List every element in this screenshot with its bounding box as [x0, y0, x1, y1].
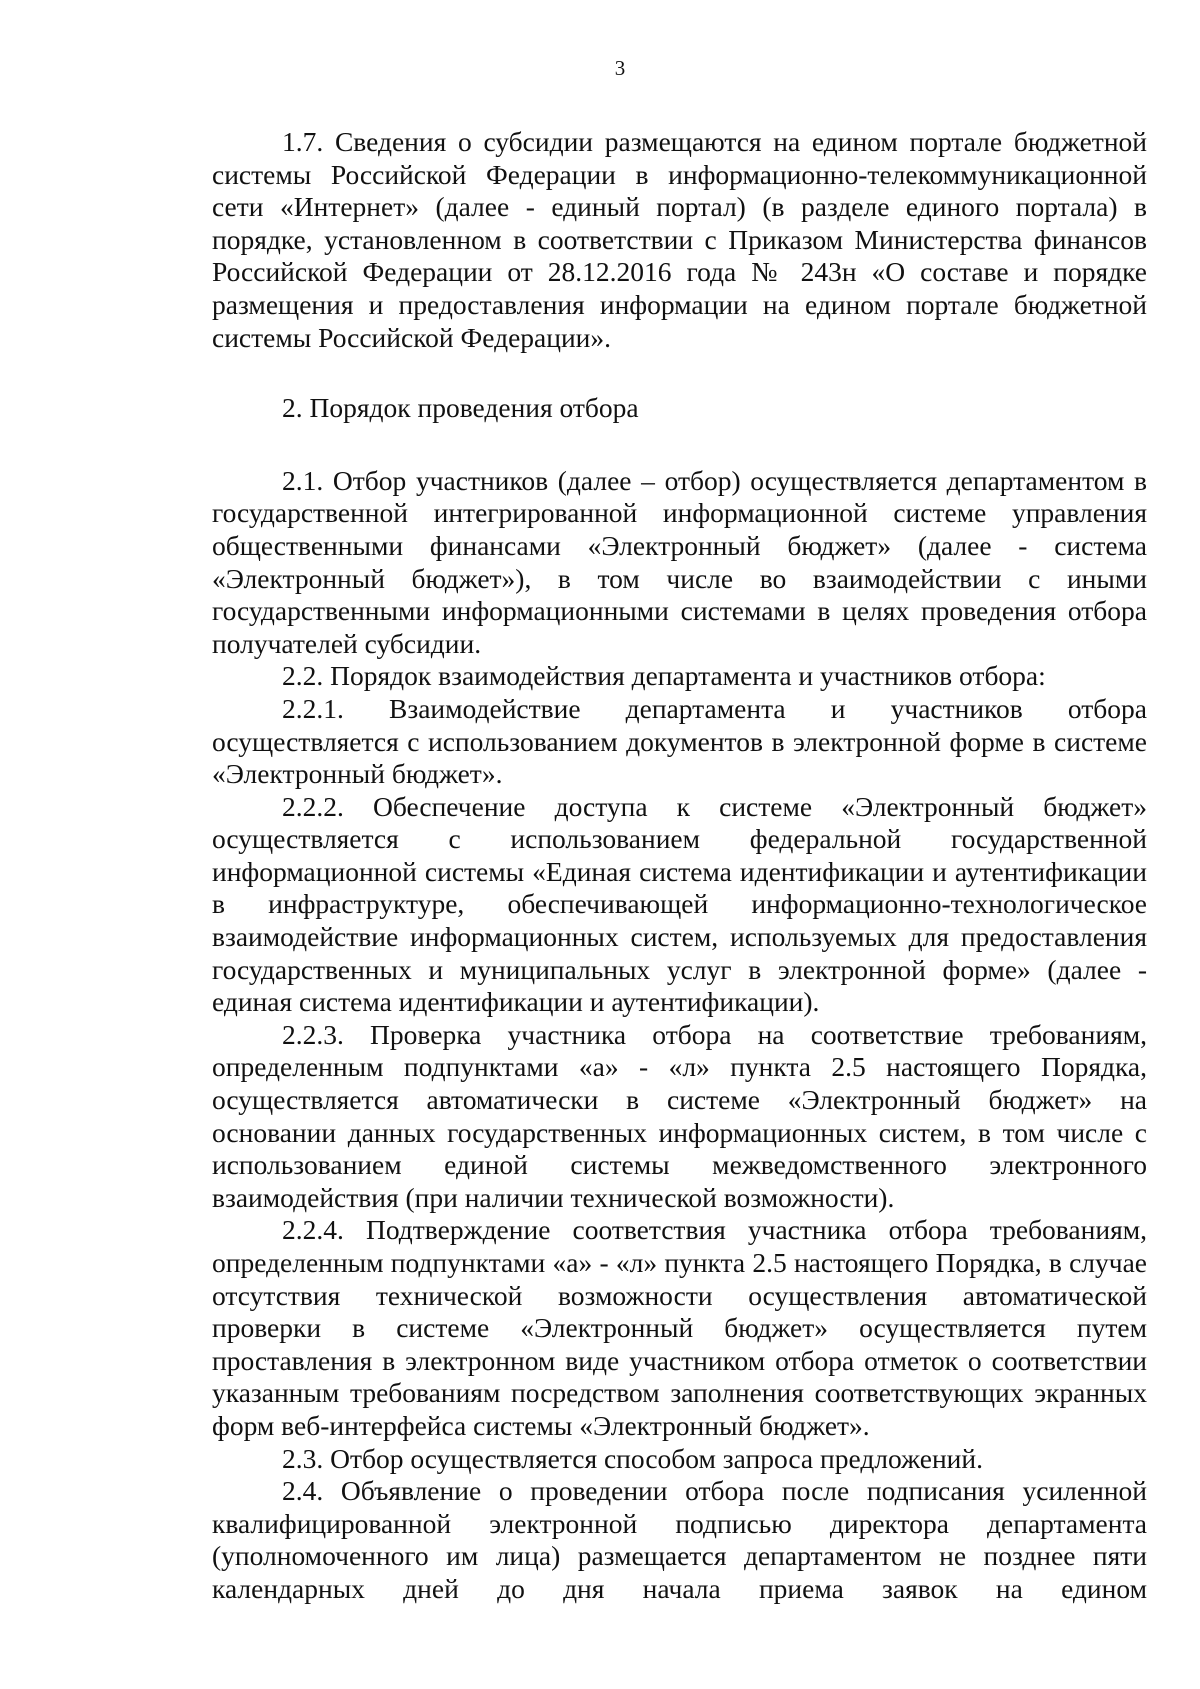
paragraph-2-4: 2.4. Объявление о проведении отбора после подписания усиленной квалифицированной электронной подписью директора департамента (уполномоченного им лица) размещается департаментом не позднее пяти календарных дней до дня начала приема заявок на едином: [212, 1475, 1147, 1604]
page-number: 3: [614, 56, 626, 80]
paragraph-2-2-2: 2.2.2. Обеспечение доступа к системе «Электронный бюджет» осуществляется с использованием федеральной государственной информационной системы «Единая система идентификации и аутентификации в инфраструктуре, обеспечивающей информационно-технологическое взаимодействие информационных систем, используемых для предоставления государственных и муниципальных услуг в электронной форме» (далее - единая система идентификации и аутентификации).: [212, 790, 1147, 1018]
paragraph-1-7: 1.7. Сведения о субсидии размещаются на едином портале бюджетной системы Российской Федерации в информационно-телекоммуникационной сети «Интернет» (далее - единый портал) (в разделе единого портала) в порядке, установленном в соответствии с Приказом Министерства финансов Российской Федерации от 28.12.2016 года № 243н «О составе и порядке размещения и предоставления информации на едином портале бюджетной системы Российской Федерации».: [212, 126, 1147, 353]
paragraph-2-2-4: 2.2.4. Подтверждение соответствия участника отбора требованиям, определенным подпунктами «а» - «л» пункта 2.5 настоящего Порядка, в случае отсутствия технической возможности осуществления автоматической проверки в системе «Электронный бюджет» осуществляется путем проставления в электронном виде участником отбора отметок о соответствии указанным требованиям посредством заполнения соответствующих экранных форм веб-интерфейса системы «Электронный бюджет».: [212, 1214, 1147, 1441]
paragraph-2-1: 2.1. Отбор участников (далее – отбор) осуществляется департаментом в государственной интегрированной информационной системе управления общественными финансами «Электронный бюджет» (далее - система «Электронный бюджет»), в том числе во взаимодействии с иными государственными информационными системами в целях проведения отбора получателей субсидии.: [212, 464, 1147, 659]
section-heading-2: 2. Порядок проведения отбора: [282, 392, 639, 424]
paragraph-2-3: 2.3. Отбор осуществляется способом запроса предложений.: [282, 1442, 983, 1474]
document-body: [212, 126, 1147, 1606]
paragraph-2-2: 2.2. Порядок взаимодействия департамента и участников отбора:: [282, 660, 1046, 692]
paragraph-2-2-3: 2.2.3. Проверка участника отбора на соответствие требованиям, определенным подпунктами «а» - «л» пункта 2.5 настоящего Порядка, осуществляется автоматически в системе «Электронный бюджет» на основании данных государственных информационных систем, в том числе с использованием единой системы межведомственного электронного взаимодействия (при наличии технической возможности).: [212, 1018, 1147, 1213]
paragraph-2-2-1: 2.2.1. Взаимодействие департамента и участников отбора осуществляется с использованием документов в электронной форме в системе «Электронный бюджет».: [212, 692, 1147, 790]
